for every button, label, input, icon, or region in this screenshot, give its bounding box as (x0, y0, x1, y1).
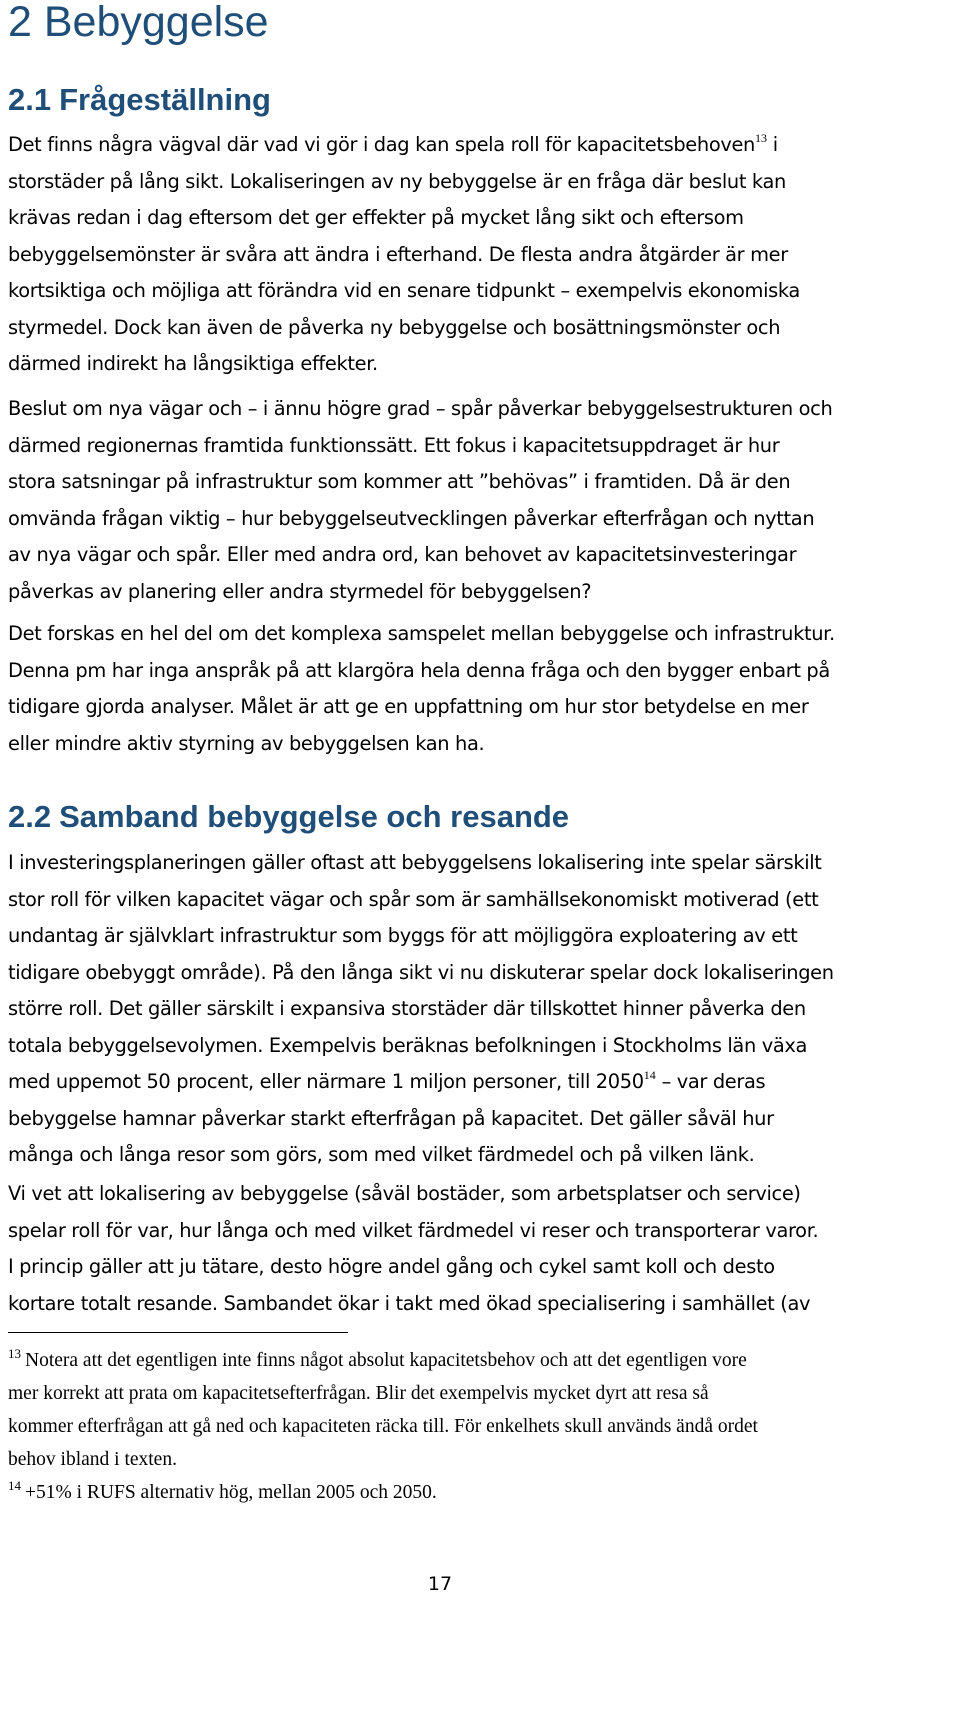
paragraph-3 (8, 616, 960, 762)
footnote-text: kommer efterfrågan att gå ned och kapaciteten räcka till. För enkelhets skull används ändå ordet (8, 1416, 758, 1437)
footnote-13 (8, 1344, 960, 1377)
text-line: kortsiktiga och möjliga att förändra vid en senare tidpunkt – exempelvis ekonomiska (8, 279, 800, 302)
paragraph-1 (8, 127, 960, 383)
text-line: bebyggelsemönster är svåra att ändra i efterhand. De flesta andra åtgärder är mer (8, 242, 788, 266)
text-line: krävas redan i dag eftersom det ger effekter på mycket lång sikt och eftersom (8, 206, 744, 229)
footnote-text: mer korrekt att prata om kapacitetsefterfrågan. Blir det exempelvis mycket dyrt att resa så (8, 1383, 709, 1404)
footnote-divider (8, 1332, 348, 1333)
text-line (8, 1064, 960, 1101)
text-line: därmed regionernas framtida funktionssätt. Ett fokus i kapacitetsuppdraget är hur (8, 433, 780, 457)
text-line: Vi vet att lokalisering av bebyggelse (såväl bostäder, som arbetsplatser och service) (8, 1182, 801, 1205)
text-line: större roll. Det gäller särskilt i expansiva storstäder där tillskottet hinner påverka den (8, 997, 806, 1020)
text-line: undantag är självklart infrastruktur som byggs för att möjliggöra exploatering av ett (8, 924, 798, 947)
text-line: tidigare obebyggt område). På den långa sikt vi nu diskuterar spelar dock lokaliseringen (8, 960, 834, 984)
section-heading-2-2 (8, 799, 569, 835)
text-span: Det finns några vägval där vad vi gör i dag kan spela roll för kapacitetsbehoven (8, 133, 755, 156)
page-number: 17 (427, 1573, 453, 1595)
text-line: av nya vägar och spår. Eller med andra ord, kan behovet av kapacitetsinvesteringar (8, 543, 797, 566)
footnote-text: behov ibland i texten. (8, 1449, 177, 1470)
section-heading-2-1 (8, 82, 271, 118)
text-line: många och långa resor som görs, som med vilket färdmedel och på vilken länk. (8, 1143, 755, 1166)
footnote-text: Notera att det egentligen inte finns något absolut kapacitetsbehov och att det egentligen vore (25, 1350, 747, 1371)
paragraph-5 (8, 1176, 960, 1322)
text-line: spelar roll för var, hur långa och med vilket färdmedel vi reser och transporterar varor. (8, 1218, 819, 1242)
text-line: stora satsningar på infrastruktur som kommer att ”behövas” i framtiden. Då är den (8, 470, 791, 493)
footnote-ref-14[interactable]: 14 (643, 1068, 656, 1082)
text-line: Denna pm har inga anspråk på att klargöra hela denna fråga och den bygger enbart på (8, 658, 830, 682)
text-span: i (766, 133, 778, 156)
text-span: med uppemot 50 procent, eller närmare 1 miljon personer, till 2050 (8, 1070, 644, 1093)
section-number: 2.1 (8, 82, 52, 117)
footnote-number: 14 (8, 1478, 21, 1493)
text-line (8, 127, 960, 164)
text-line: bebyggelse hamnar påverkar starkt efterfrågan på kapacitet. Det gäller såväl hur (8, 1106, 774, 1130)
text-line: I princip gäller att ju tätare, desto högre andel gång och cykel samt koll och desto (8, 1255, 775, 1278)
footnote-text: +51% i RUFS alternativ hög, mellan 2005 och 2050. (25, 1482, 437, 1503)
text-line: storstäder på lång sikt. Lokaliseringen av ny bebyggelse är en fråga där beslut kan (8, 169, 786, 193)
text-line: Beslut om nya vägar och – i ännu högre grad – spår påverkar bebyggelsestrukturen och (8, 397, 833, 420)
text-line: därmed indirekt ha långsiktiga effekter. (8, 352, 378, 375)
text-line: eller mindre aktiv styrning av bebyggelsen kan ha. (8, 731, 485, 755)
text-line: totala bebyggelsevolymen. Exempelvis beräknas befolkningen i Stockholms län växa (8, 1033, 808, 1057)
text-span: – var deras (655, 1070, 766, 1093)
footnote-ref-13[interactable]: 13 (754, 131, 767, 145)
text-line: stor roll för vilken kapacitet vägar och spår som är samhällsekonomiskt motiverad (ett (8, 887, 819, 911)
section-title-text: Frågeställning (59, 82, 271, 117)
text-line: styrmedel. Dock kan även de påverka ny bebyggelse och bosättningsmönster och (8, 315, 781, 339)
footnote-number: 13 (8, 1346, 21, 1361)
paragraph-4 (8, 845, 960, 1174)
text-line: omvända frågan viktig – hur bebyggelseutvecklingen påverkar efterfrågan och nyttan (8, 506, 815, 530)
footnote-14 (8, 1476, 960, 1509)
text-line: påverkas av planering eller andra styrmedel för bebyggelsen? (8, 579, 592, 603)
chapter-title: 2 Bebyggelse (8, 0, 269, 46)
text-line: I investeringsplaneringen gäller oftast att bebyggelsens lokalisering inte spelar särskilt (8, 851, 822, 874)
paragraph-2 (8, 391, 960, 610)
text-line: Det forskas en hel del om det komplexa samspelet mellan bebyggelse och infrastruktur. (8, 622, 835, 645)
footnotes (8, 1344, 960, 1509)
section-title-text: Samband bebyggelse och resande (59, 799, 570, 834)
text-line: tidigare gjorda analyser. Målet är att ge en uppfattning om hur stor betydelse en mer (8, 695, 809, 718)
section-number: 2.2 (8, 799, 52, 834)
text-line: kortare totalt resande. Sambandet ökar i takt med ökad specialisering i samhället (av (8, 1291, 811, 1315)
